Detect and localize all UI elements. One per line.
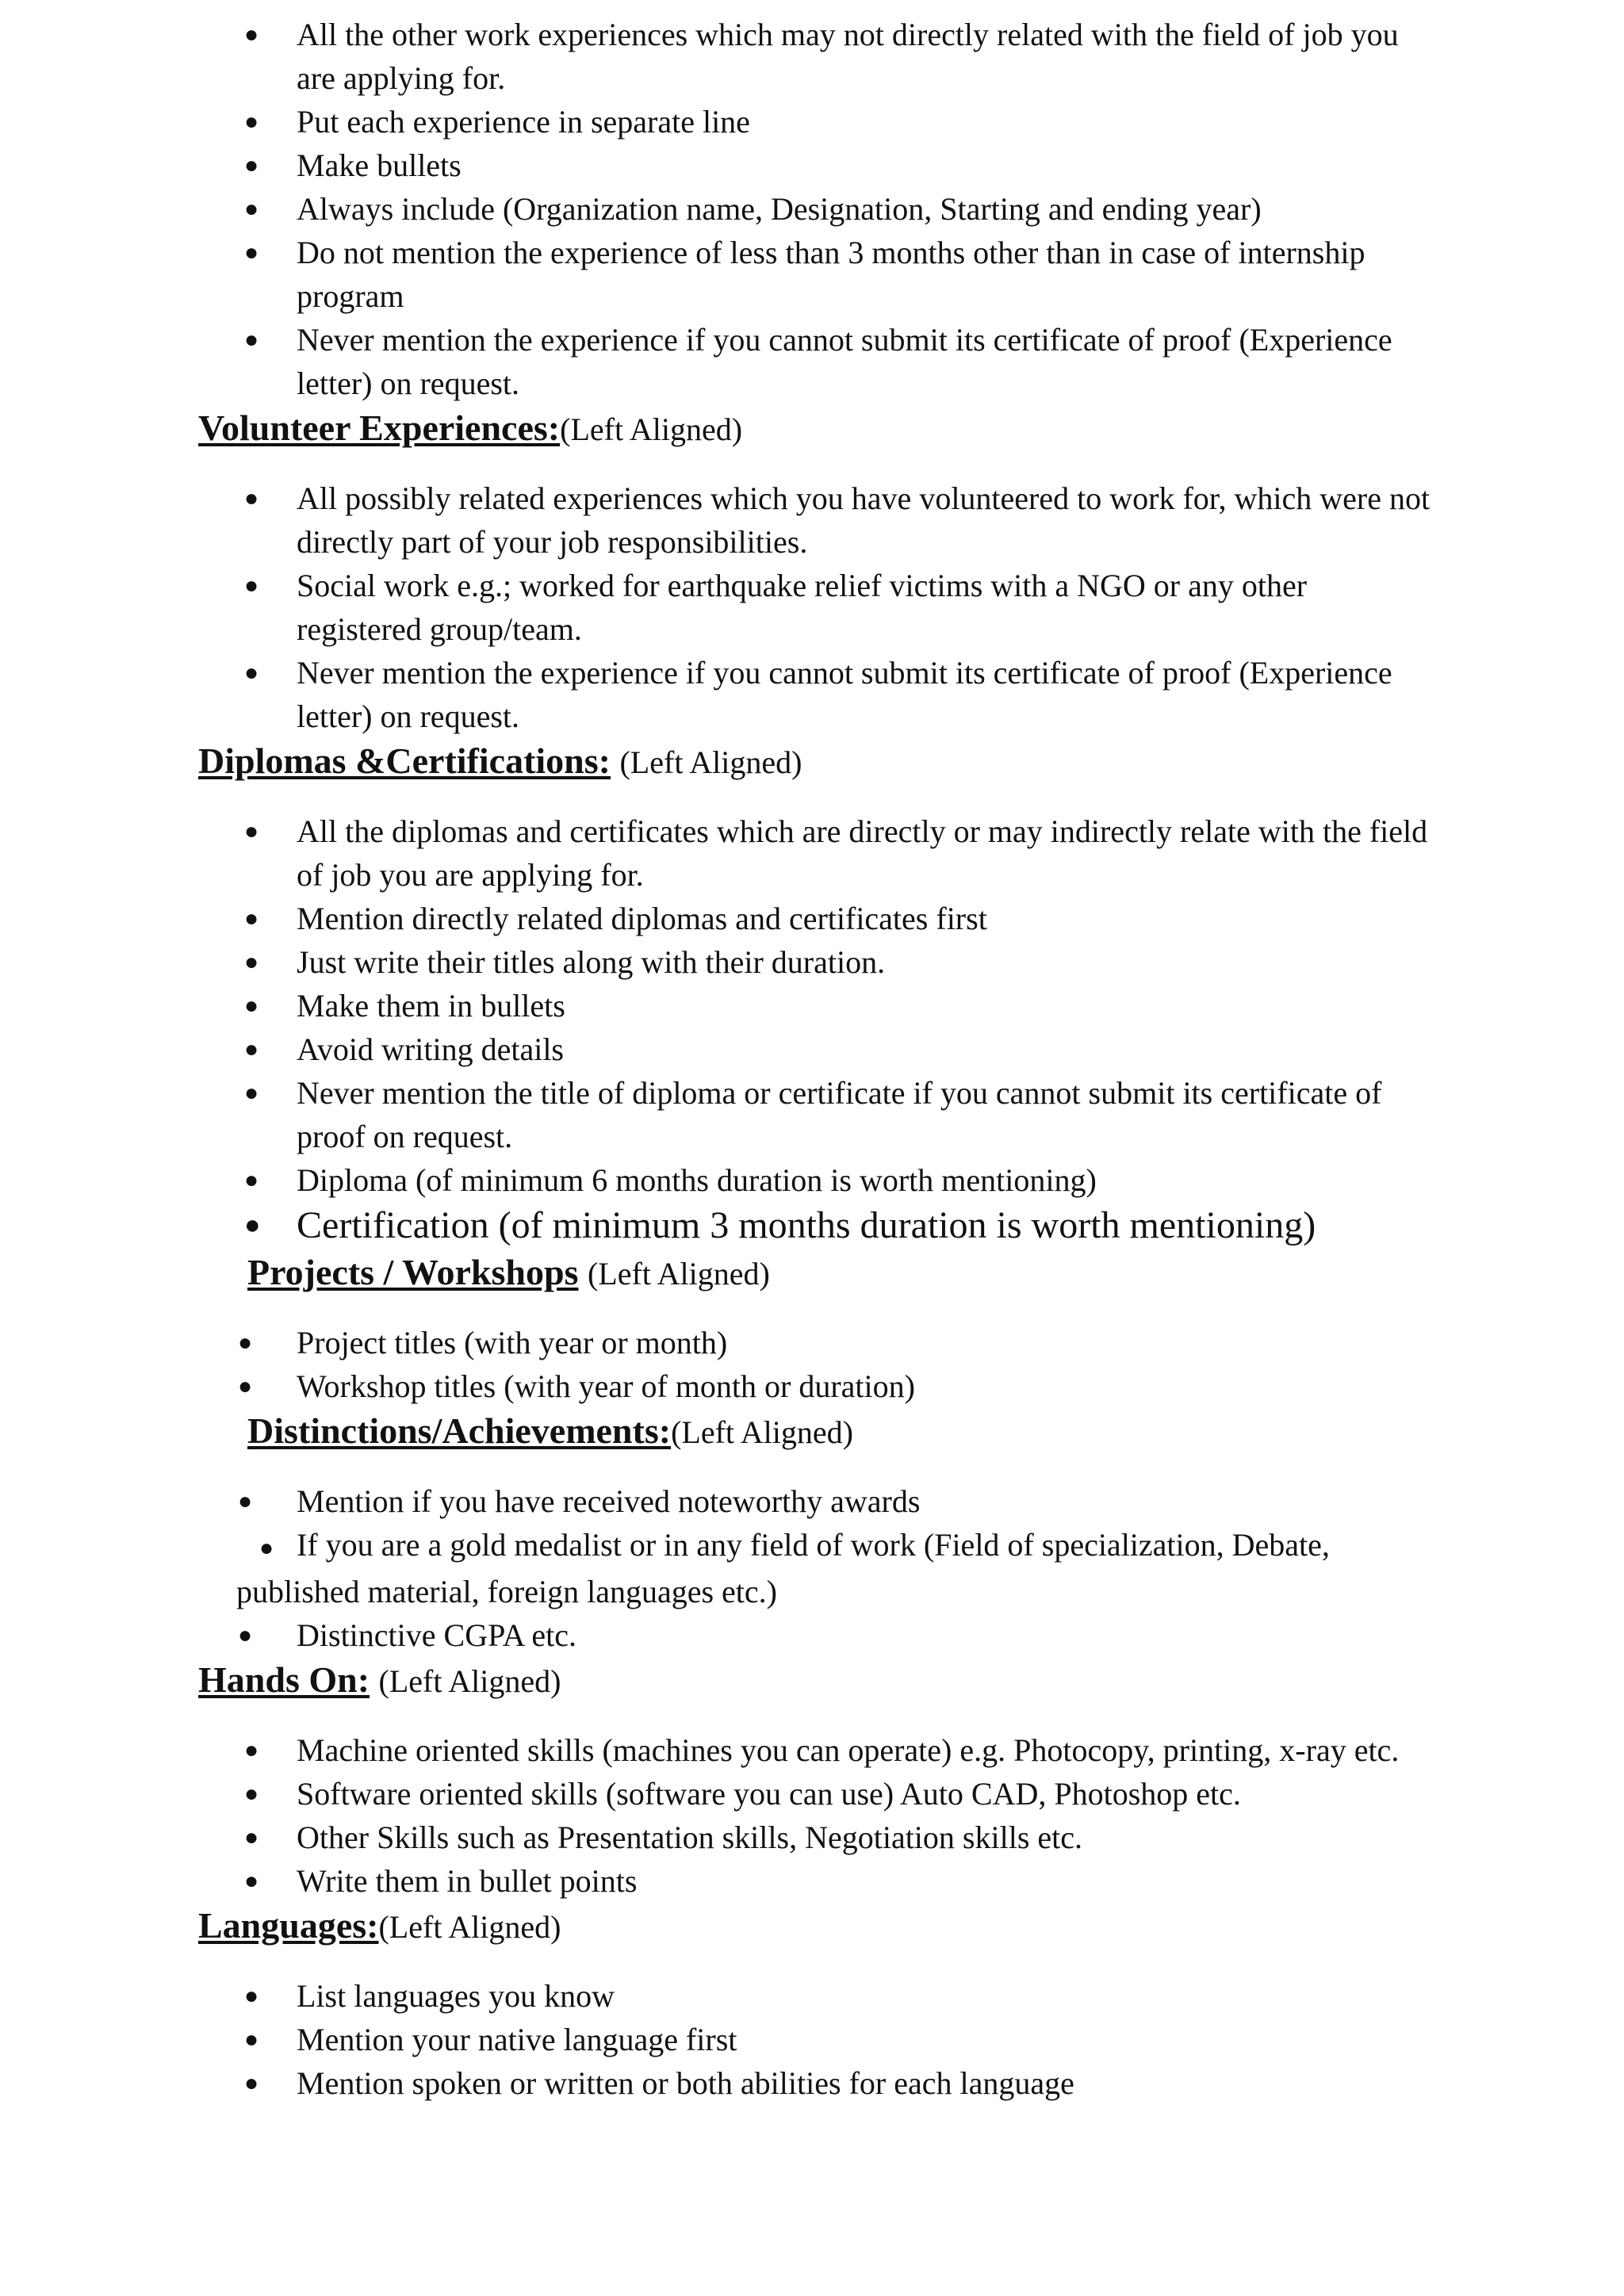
alignment-note: (Left Aligned): [587, 1256, 770, 1292]
bullet-icon: ●: [238, 1622, 253, 1648]
bullet-icon: ●: [244, 818, 259, 844]
list-item: ● Never mention the experience if you cannot submit its certificate of proof (Experience letter) on request.: [198, 318, 1434, 405]
bullet-icon: ●: [244, 2026, 259, 2053]
work-experience-bullets: [198, 13, 1434, 405]
list-item: ● Write them in bullet points: [198, 1859, 1434, 1903]
distinctions-bullets: [198, 1479, 1434, 1657]
bullet-icon: ●: [244, 1983, 259, 2009]
section-title: Volunteer Experiences:: [198, 408, 561, 448]
alignment-note: (Left Aligned): [560, 411, 743, 447]
bullet-icon: ●: [244, 21, 259, 48]
bullet-icon: ●: [238, 1373, 253, 1399]
list-item: ● Do not mention the experience of less than 3 months other than in case of internship program: [198, 231, 1434, 318]
list-item: ● Other Skills such as Presentation skills, Negotiation skills etc.: [198, 1816, 1434, 1859]
bullet-icon: ●: [244, 1211, 261, 1240]
list-item: ● List languages you know: [198, 1974, 1434, 2018]
languages-heading: [198, 1903, 1434, 1950]
list-item: ● Mention directly related diplomas and certificates first: [198, 897, 1434, 940]
bullet-icon: ●: [244, 239, 259, 266]
bullet-icon: ●: [259, 1535, 274, 1561]
alignment-note: (Left Aligned): [378, 1909, 561, 1945]
bullet-icon: ●: [244, 1824, 259, 1850]
list-item: ● Make them in bullets: [198, 984, 1434, 1027]
list-item: ● All the other work experiences which may not directly related with the field of job you are applying for.: [198, 13, 1434, 100]
bullet-icon: ●: [244, 660, 259, 686]
list-item: ● Software oriented skills (software you can use) Auto CAD, Photoshop etc.: [198, 1772, 1434, 1816]
list-item: ● Avoid writing details: [198, 1027, 1434, 1071]
list-item: ● Social work e.g.; worked for earthquake relief victims with a NGO or any other registered group/team.: [198, 564, 1434, 651]
list-item: ● Diploma (of minimum 6 months duration is worth mentioning): [198, 1158, 1434, 1202]
bullet-icon: ●: [244, 1167, 259, 1193]
section-title: Languages:: [198, 1905, 379, 1946]
alignment-note: (Left Aligned): [671, 1414, 853, 1450]
section-title: Projects / Workshops: [247, 1252, 579, 1292]
bullet-icon: ●: [244, 993, 259, 1019]
languages-bullets: [198, 1974, 1434, 2105]
hands-on-heading: [198, 1657, 1434, 1705]
diplomas-bullets: [198, 809, 1434, 1249]
list-item: ● Make bullets: [198, 144, 1434, 187]
section-title: Distinctions/Achievements:: [247, 1410, 672, 1451]
diplomas-heading: [198, 738, 1434, 786]
list-item: ● Certification (of minimum 3 months duration is worth mentioning): [198, 1202, 1434, 1249]
list-item: ● Never mention the experience if you cannot submit its certificate of proof (Experience letter) on request.: [198, 651, 1434, 738]
list-item: ● If you are a gold medalist or in any field of work (Field of specialization, Debate, published material, foreign languages etc.): [236, 1527, 1330, 1609]
alignment-note: (Left Aligned): [619, 744, 802, 780]
alignment-note: (Left Aligned): [378, 1663, 561, 1699]
list-item: ● Project titles (with year or month): [198, 1321, 1434, 1364]
projects-heading: [198, 1249, 1434, 1297]
list-item: ● Mention if you have received noteworthy awards: [198, 1479, 1434, 1523]
projects-bullets: [198, 1321, 1434, 1408]
bullet-icon: ●: [244, 152, 259, 178]
list-item: ● All the diplomas and certificates which are directly or may indirectly relate with the field of job you are applying for.: [198, 809, 1434, 897]
bullet-icon: ●: [244, 905, 259, 932]
bullet-icon: ●: [238, 1330, 253, 1356]
list-item: ● Machine oriented skills (machines you can operate) e.g. Photocopy, printing, x-ray etc.: [198, 1728, 1434, 1772]
bullet-icon: ●: [238, 1488, 253, 1514]
bullet-icon: ●: [244, 1781, 259, 1807]
bullet-icon: ●: [244, 949, 259, 975]
bullet-icon: ●: [244, 1036, 259, 1062]
list-item: ● Workshop titles (with year of month or duration): [198, 1364, 1434, 1408]
distinctions-heading: [198, 1408, 1434, 1456]
bullet-icon: ●: [244, 2070, 259, 2096]
list-item: ● All possibly related experiences which you have volunteered to work for, which were not directly part of your job responsibilities.: [198, 476, 1434, 564]
bullet-icon: ●: [244, 1868, 259, 1894]
hands-on-bullets: [198, 1728, 1434, 1903]
bullet-icon: ●: [244, 109, 259, 135]
list-item: ● Just write their titles along with their duration.: [198, 940, 1434, 984]
list-item: ● Put each experience in separate line: [198, 100, 1434, 144]
list-item: ● Mention spoken or written or both abilities for each language: [198, 2061, 1434, 2105]
list-item: ● Distinctive CGPA etc.: [198, 1613, 1434, 1657]
bullet-icon: ●: [244, 572, 259, 599]
section-title: Diplomas &Certifications:: [198, 740, 611, 781]
bullet-icon: ●: [244, 1737, 259, 1763]
list-item: ● Never mention the title of diploma or certificate if you cannot submit its certificate of proof on request.: [198, 1071, 1434, 1158]
list-item: ● Always include (Organization name, Designation, Starting and ending year): [198, 187, 1434, 231]
bullet-icon: ●: [244, 327, 259, 353]
bullet-icon: ●: [244, 196, 259, 222]
list-item: ● Mention your native language first: [198, 2018, 1434, 2061]
bullet-icon: ●: [244, 485, 259, 511]
section-title: Hands On:: [198, 1659, 370, 1700]
volunteer-bullets: [198, 476, 1434, 738]
bullet-icon: ●: [244, 1080, 259, 1106]
volunteer-heading: [198, 405, 1434, 453]
